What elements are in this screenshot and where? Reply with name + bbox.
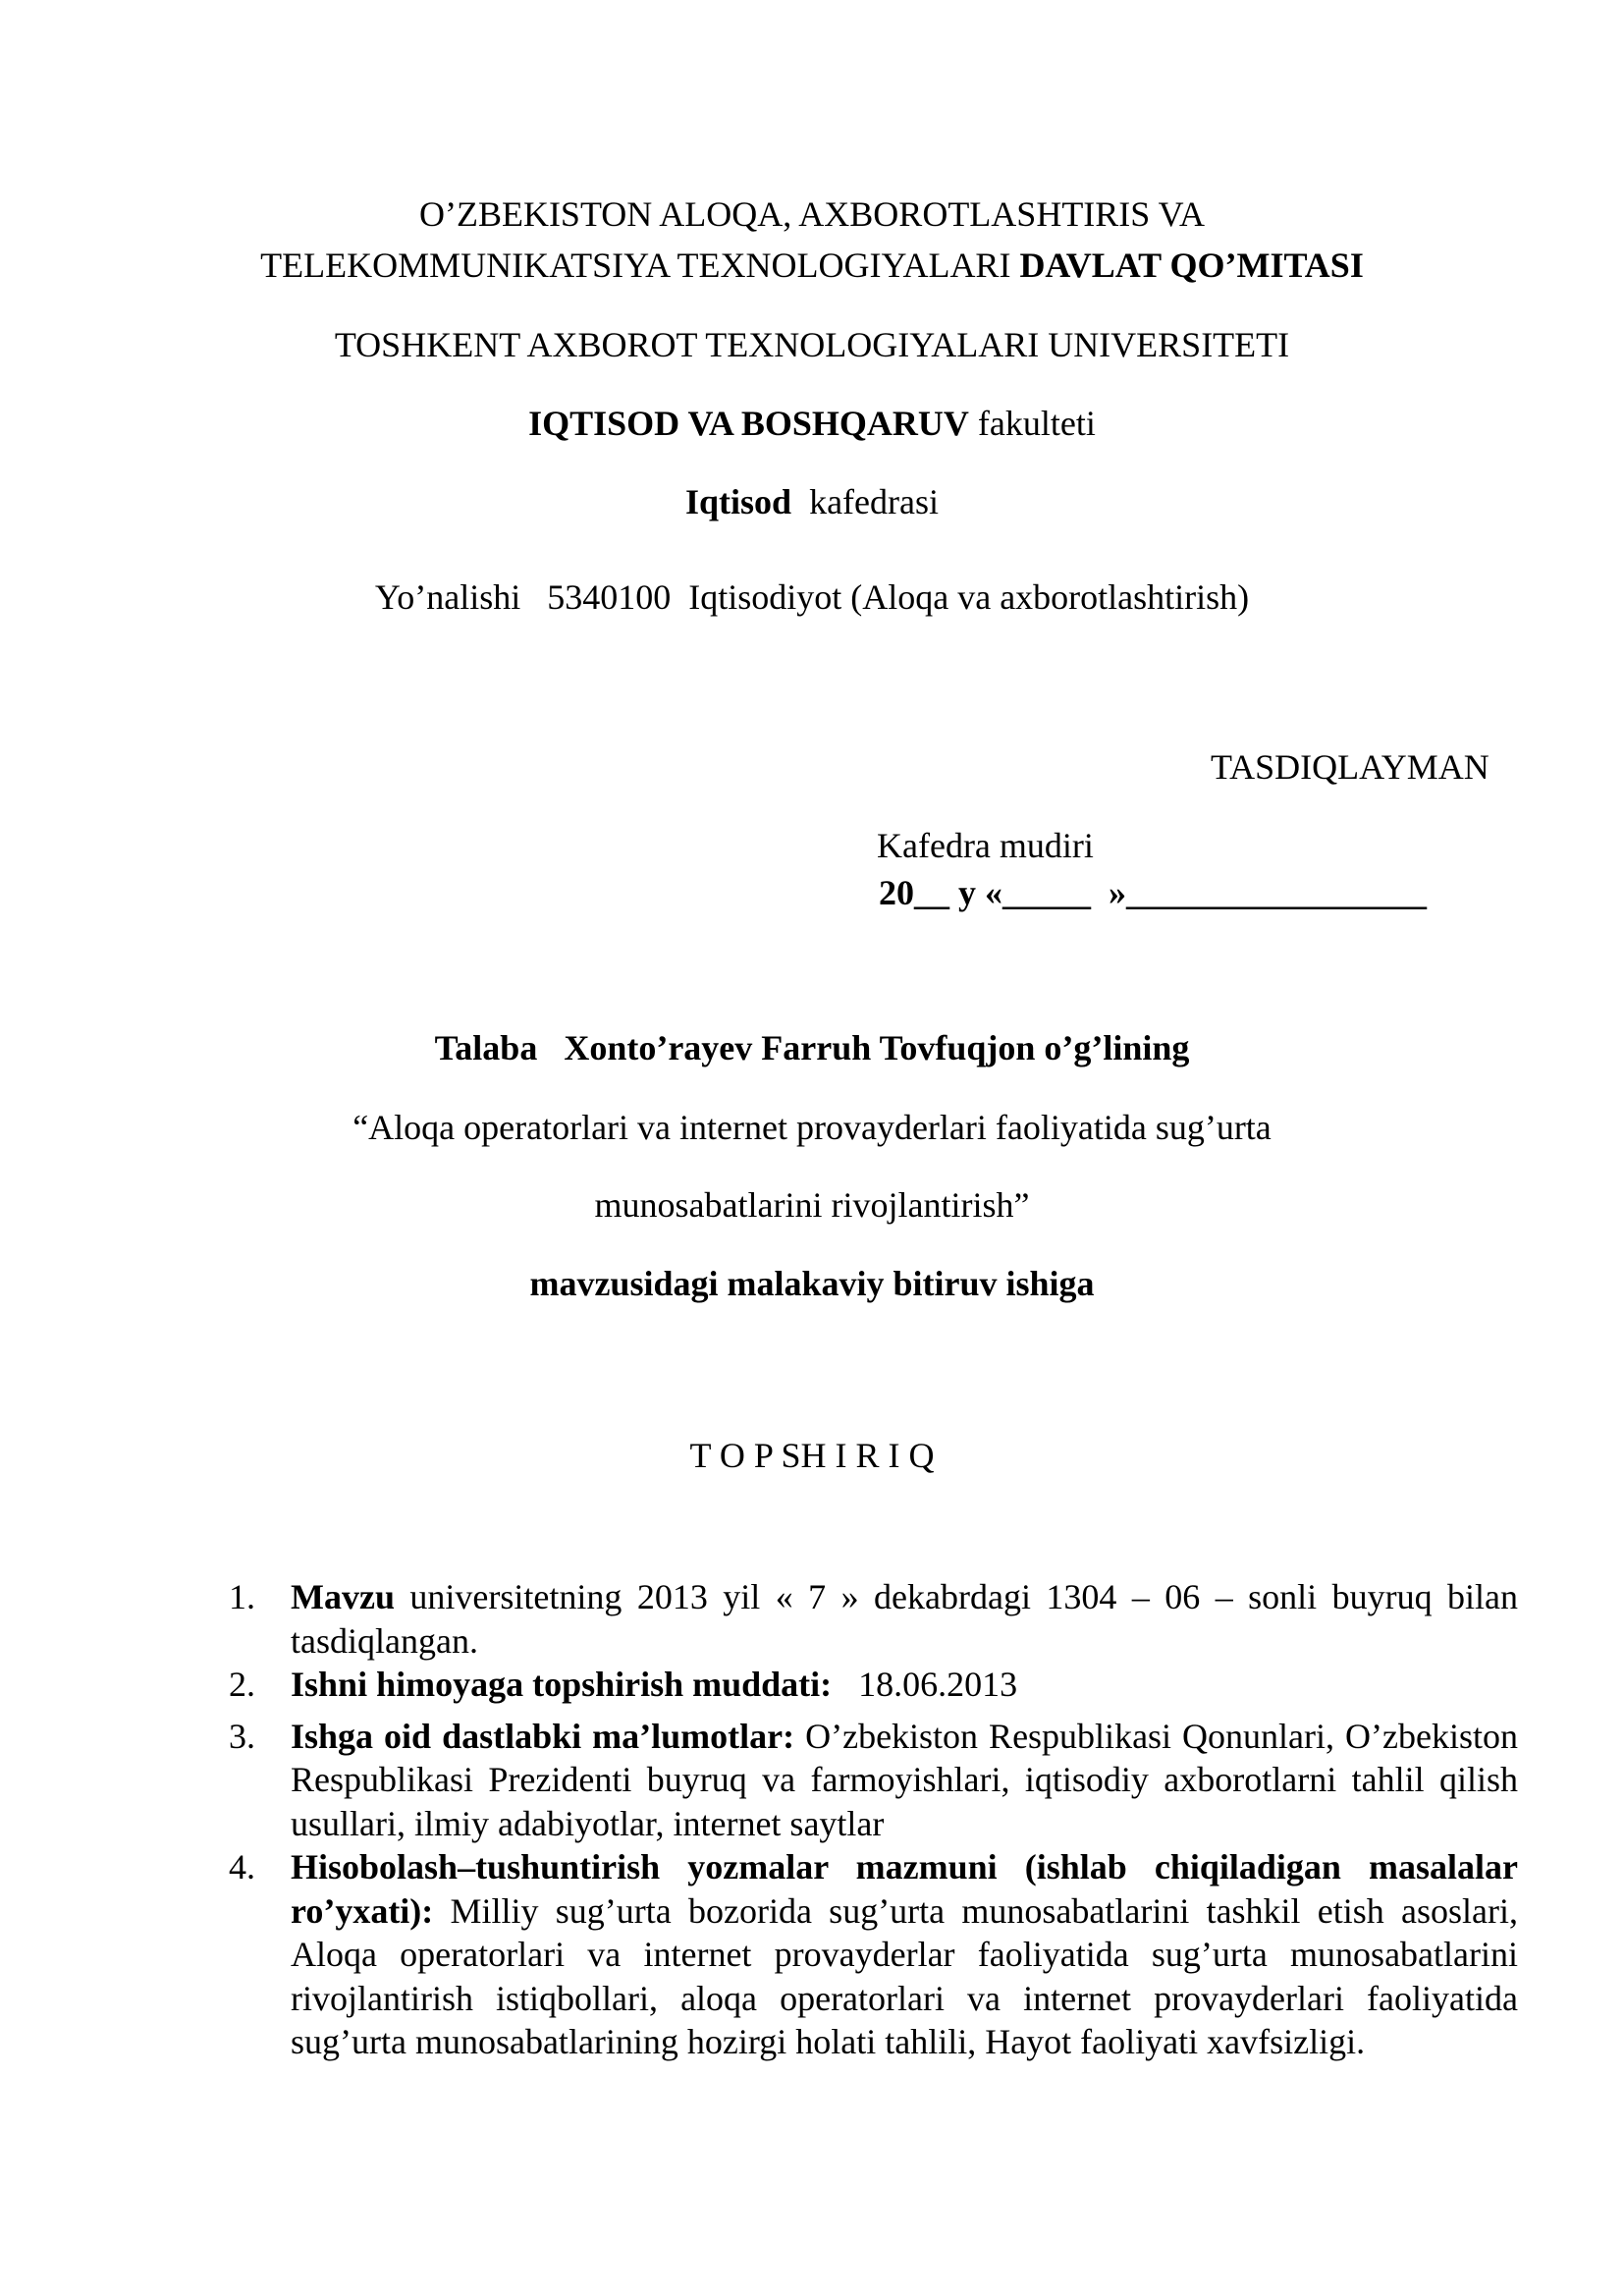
faculty-line [0,402,1624,446]
work-type-line: mavzusidagi malakaviy bitiruv ishiga [529,1264,1095,1303]
approval-title: TASDIQLAYMAN [1211,747,1489,787]
assignment-title: T O P SH I R I Q [689,1436,935,1475]
item-text: Milliy sug’urta bozorida sug’urta munosabatlarini tashkil etish asoslari, Aloqa operatorlari va internet provayderlar faoliyatida sug’urta munosabatlarini rivojlantirish istiqbollari, aloqa operatorlari va internet provayderlari faoliyatida sug’urta munosabatlarining hozirgi holati tahlili, Hayot faoliyati xavfsizligi. [291,1890,1518,2061]
department-name: Iqtisod [685,482,792,521]
ministry-line-2-plain: TELEKOMMUNIKATSIYA TEXNOLOGIYALARI [260,246,1011,285]
item-number: 3. [229,1716,255,1756]
direction-line: Yo’nalishi 5340100 Iqtisodiyot (Aloqa va axborotlashtirish) [374,577,1250,617]
ministry-line-2 [0,244,1624,288]
item-text: 18.06.2013 [832,1665,1018,1704]
faculty-name: IQTISOD VA BOSHQARUV [528,404,969,443]
item-number: 2. [229,1665,255,1704]
item-number: 4. [229,1847,255,1886]
list-item [229,1715,1518,1846]
list-item [229,1575,1518,1663]
item-bold-label: Ishni himoyaga topshirish muddati: [291,1665,833,1704]
item-number: 1. [229,1577,255,1616]
assignment-list [229,1575,1518,2064]
topic-line-1: “Aloqa operatorlari va internet provayderlari faoliyatida sug’urta [352,1108,1272,1147]
university-name: TOSHKENT AXBOROT TEXNOLOGIYALARI UNIVERSITETI [334,325,1290,364]
faculty-suffix: fakulteti [977,404,1096,443]
item-bold-label: Hisobolash–tushuntirish yozmalar mazmuni (ishlab chiqiladigan masalalar ro’yxati): [291,1847,1518,1931]
list-item [229,1663,1518,1707]
ministry-line-2-bold: DAVLAT QO’MITASI [1019,246,1364,285]
item-bold-label: Ishga oid dastlabki ma’lumotlar: [291,1716,795,1756]
student-line: Talaba Xonto’rayev Farruh Tovfuqjon o’g’lining [434,1028,1190,1067]
item-text: universitetning 2013 yil « 7 » dekabrdagi 1304 – 06 – sonli buyruq bilan tasdiqlangan. [291,1577,1518,1661]
list-item [229,1845,1518,2064]
topic-line-2: munosabatlarini rivojlantirish” [594,1185,1030,1225]
department-suffix: kafedrasi [809,482,939,521]
ministry-line-1: O’ZBEKISTON ALOQA, AXBOROTLASHTIRIS VA [418,194,1206,234]
approval-date-line: 20__ y «_____ »_________________ [879,873,1427,912]
item-text: O’zbekiston Respublikasi Qonunlari, O’zbekiston Respublikasi Prezidenti buyruq va farmoyishlari, iqtisodiy axborotlarni tahlil qilish usullari, ilmiy adabiyotlar, internet saytlar [291,1716,1518,1843]
department-line [0,480,1624,524]
item-bold-label: Mavzu [291,1577,395,1616]
approval-role: Kafedra mudiri [877,826,1094,865]
